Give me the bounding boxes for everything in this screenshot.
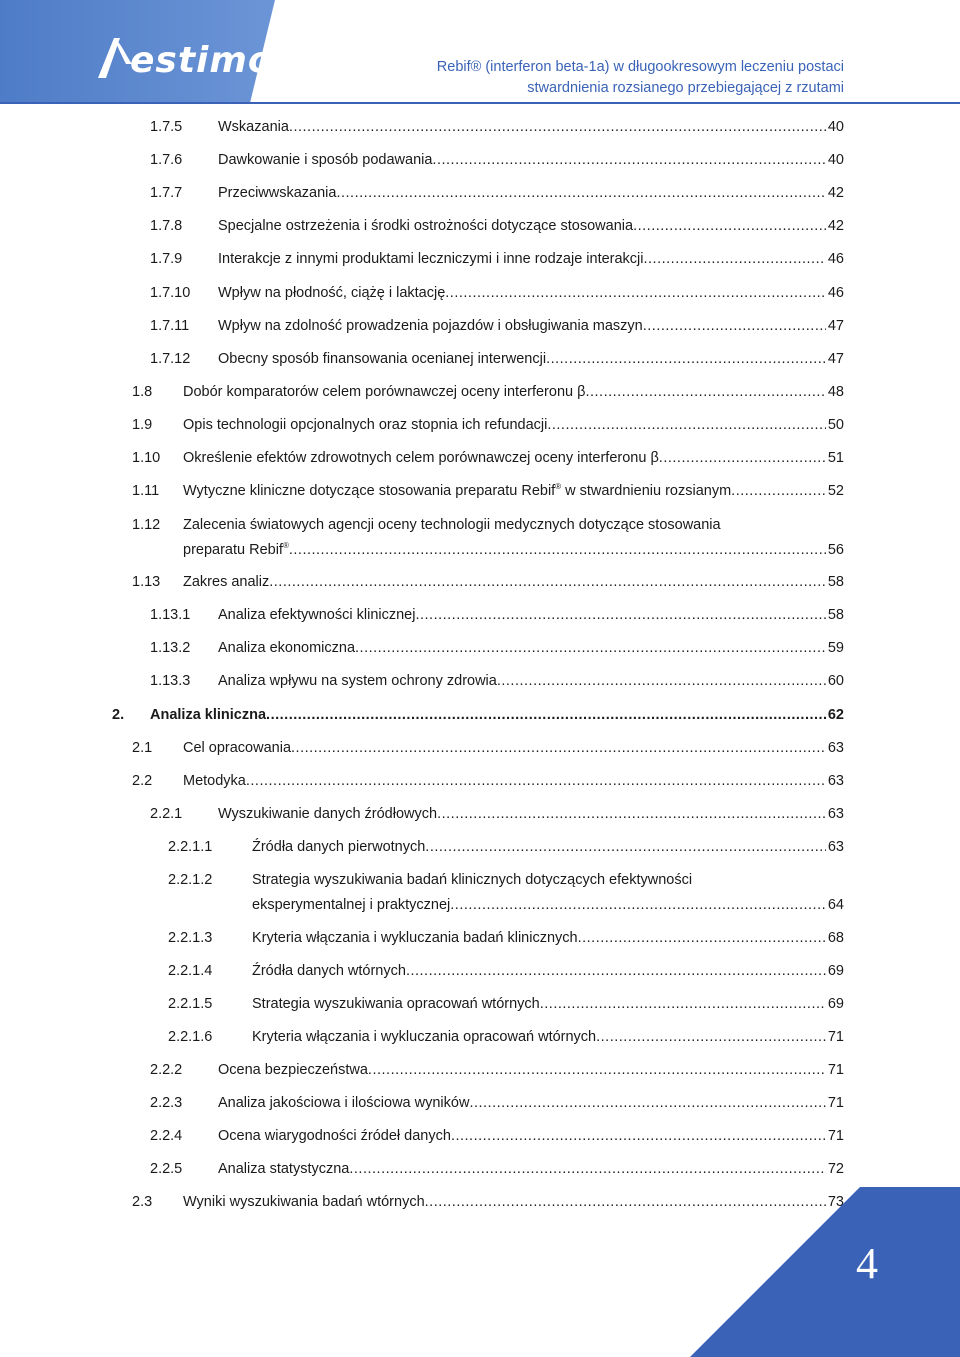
toc-entry-number: 1.13.1	[150, 607, 191, 623]
toc-entry-number: 1.7.11	[150, 318, 190, 334]
toc-entry-title: Analiza wpływu na system ochrony zdrowia	[218, 673, 497, 689]
toc-entry-page: 50	[827, 417, 844, 433]
toc-entry-page: 60	[827, 673, 844, 689]
toc-entry-number: 2.3	[132, 1194, 153, 1210]
toc-entry-title: Specjalne ostrzeżenia i środki ostrożności dotyczące stosowania	[218, 218, 634, 234]
toc-entry[interactable]	[0, 635, 960, 661]
toc-dot-leader	[266, 702, 826, 728]
toc-entry-number: 1.7.7	[150, 185, 183, 201]
toc-entry-number: 1.13	[132, 574, 161, 590]
toc-entry-page: 73	[827, 1194, 844, 1210]
toc-entry-page: 40	[827, 119, 844, 135]
toc-entry-number: 1.11	[132, 483, 160, 499]
toc-entry-number: 1.7.5	[150, 119, 183, 135]
toc-entry-title: Analiza kliniczna	[150, 707, 267, 723]
toc-entry-page: 72	[827, 1161, 844, 1177]
toc-entry-title-continued: eksperymentalnej i praktycznej	[252, 897, 451, 913]
toc-entry-number: 2.2.1.2	[168, 872, 213, 888]
toc-entry-number: 2.	[112, 707, 125, 723]
toc-entry-page: 58	[827, 574, 844, 590]
toc-entry-page: 51	[827, 450, 844, 466]
toc-entry-page: 63	[827, 806, 844, 822]
toc-entry[interactable]	[0, 412, 960, 438]
toc-dot-leader	[246, 768, 826, 794]
toc-entry-page: 47	[827, 318, 844, 334]
toc-entry-page: 63	[827, 740, 844, 756]
toc-entry[interactable]	[0, 246, 960, 272]
toc-dot-leader	[546, 346, 826, 372]
toc-entry-page: 71	[827, 1062, 844, 1078]
toc-entry-page: 42	[827, 218, 844, 234]
toc-dot-leader	[432, 147, 825, 173]
toc-entry-number: 2.1	[132, 740, 153, 756]
toc-dot-leader	[336, 180, 825, 206]
toc-dot-leader	[269, 569, 826, 595]
document-title-line-2: stwardnienia rozsianego przebiegającej z rzutami	[527, 80, 844, 96]
toc-entry[interactable]	[0, 569, 960, 595]
toc-entry-page: 64	[827, 897, 844, 913]
toc-entry[interactable]	[0, 1123, 960, 1149]
document-title	[437, 57, 844, 99]
toc-entry-title: Dobór komparatorów celem porównawczej oceny interferonu β	[183, 384, 586, 400]
toc-entry[interactable]	[0, 512, 960, 558]
toc-dot-leader	[659, 445, 826, 471]
toc-entry-number: 2.2.1.5	[168, 996, 213, 1012]
toc-entry-page: 71	[827, 1029, 844, 1045]
toc-dot-leader	[451, 1123, 826, 1149]
toc-entry-number: 1.13.3	[150, 673, 191, 689]
toc-entry-page: 56	[827, 542, 844, 558]
toc-dot-leader	[731, 478, 826, 504]
toc-entry-page: 68	[827, 930, 844, 946]
toc-entry-page: 71	[827, 1128, 844, 1144]
toc-entry-number: 1.7.10	[150, 285, 191, 301]
toc-entry-title: Strategia wyszukiwania opracowań wtórnych	[252, 996, 540, 1012]
toc-entry-page: 71	[827, 1095, 844, 1111]
toc-entry-title: Zalecenia światowych agencji oceny technologii medycznych dotyczące stosowania	[183, 517, 721, 533]
toc-entry-title: Opis technologii opcjonalnych oraz stopnia ich refundacji	[183, 417, 548, 433]
toc-entry[interactable]	[0, 668, 960, 694]
toc-entry[interactable]	[0, 313, 960, 339]
toc-dot-leader	[406, 958, 826, 984]
toc-entry-number: 1.8	[132, 384, 153, 400]
toc-entry-number: 2.2.5	[150, 1161, 183, 1177]
toc-dot-leader	[450, 892, 826, 918]
toc-entry[interactable]	[0, 958, 960, 984]
toc-entry-title: Wskazania	[218, 119, 289, 135]
toc-entry-title: Ocena bezpieczeństwa	[218, 1062, 368, 1078]
toc-entry[interactable]	[0, 602, 960, 628]
toc-entry-title: Źródła danych pierwotnych	[252, 839, 426, 855]
toc-entry[interactable]	[0, 801, 960, 827]
toc-dot-leader	[643, 313, 826, 339]
toc-dot-leader	[289, 114, 826, 140]
document-title-line-1: Rebif® (interferon beta-1a) w długookresowym leczeniu postaci	[436, 59, 844, 75]
toc-entry-number: 1.7.12	[150, 351, 191, 367]
toc-entry[interactable]	[0, 1090, 960, 1116]
toc-entry[interactable]	[0, 346, 960, 372]
toc-dot-leader	[633, 213, 826, 239]
toc-entry-title: Określenie efektów zdrowotnych celem porównawczej oceny interferonu β	[183, 450, 659, 466]
toc-entry[interactable]	[0, 147, 960, 173]
toc-dot-leader	[540, 991, 826, 1017]
toc-entry-title: Metodyka	[183, 773, 246, 789]
toc-entry[interactable]	[0, 834, 960, 860]
toc-dot-leader	[547, 412, 826, 438]
toc-dot-leader	[355, 635, 826, 661]
toc-entry-number: 1.7.6	[150, 152, 183, 168]
page-header	[0, 0, 960, 103]
toc-entry-title: Wytyczne kliniczne dotyczące stosowania preparatu Rebif® w stwardnieniu rozsianym	[183, 482, 732, 499]
toc-entry[interactable]	[0, 1057, 960, 1083]
toc-entry-number: 2.2.2	[150, 1062, 183, 1078]
toc-entry[interactable]	[0, 445, 960, 471]
toc-entry-page: 63	[827, 773, 844, 789]
toc-entry-number: 1.13.2	[150, 640, 191, 656]
toc-entry-page: 63	[827, 839, 844, 855]
toc-dot-leader	[585, 379, 825, 405]
toc-entry-title: Wyniki wyszukiwania badań wtórnych	[183, 1194, 425, 1210]
toc-dot-leader	[289, 537, 826, 563]
toc-entry-number: 1.9	[132, 417, 153, 433]
toc-entry[interactable]	[0, 735, 960, 761]
toc-entry-page: 59	[827, 640, 844, 656]
toc-entry-title: Interakcje z innymi produktami leczniczymi i inne rodzaje interakcji	[218, 251, 644, 267]
toc-entry-title: Wpływ na zdolność prowadzenia pojazdów i obsługiwania maszyn	[218, 318, 643, 334]
toc-entry[interactable]	[0, 702, 960, 728]
toc-entry-page: 62	[827, 707, 844, 723]
toc-entry-page: 40	[827, 152, 844, 168]
page-number: 4	[856, 1239, 878, 1288]
toc-entry-number: 1.12	[132, 517, 161, 533]
toc-entry[interactable]	[0, 991, 960, 1017]
header-divider	[0, 102, 960, 104]
toc-entry-number: 2.2.1	[150, 806, 183, 822]
toc-entry-number: 2.2.1.1	[168, 839, 213, 855]
toc-dot-leader	[445, 280, 826, 306]
logo-swoosh-icon	[96, 34, 136, 82]
toc-entry-title: Dawkowanie i sposób podawania	[218, 152, 433, 168]
toc-dot-leader	[368, 1057, 826, 1083]
toc-entry[interactable]	[0, 1024, 960, 1050]
toc-entry-title: Wpływ na płodność, ciążę i laktację	[218, 285, 446, 301]
toc-dot-leader	[415, 602, 825, 628]
toc-entry-number: 2.2.4	[150, 1128, 183, 1144]
toc-entry-number: 1.7.9	[150, 251, 183, 267]
toc-entry-page: 47	[827, 351, 844, 367]
toc-entry[interactable]	[0, 379, 960, 405]
toc-dot-leader	[469, 1090, 825, 1116]
toc-entry-title: Przeciwwskazania	[218, 185, 337, 201]
toc-entry[interactable]	[0, 114, 960, 140]
toc-entry-number: 2.2.1.6	[168, 1029, 213, 1045]
toc-entry-title: Analiza efektywności klinicznej	[218, 607, 416, 623]
toc-entry[interactable]	[0, 925, 960, 951]
toc-dot-leader	[437, 801, 826, 827]
toc-entry-title: Zakres analiz	[183, 574, 270, 590]
toc-dot-leader	[596, 1024, 826, 1050]
page-corner-decoration	[690, 1187, 960, 1357]
toc-entry-number: 2.2.3	[150, 1095, 183, 1111]
toc-dot-leader	[578, 925, 826, 951]
toc-dot-leader	[291, 735, 826, 761]
toc-dot-leader	[497, 668, 826, 694]
toc-entry[interactable]	[0, 180, 960, 206]
toc-dot-leader	[425, 834, 826, 860]
estimo-logo	[96, 38, 274, 84]
toc-entry-page: 48	[827, 384, 844, 400]
toc-entry-page: 46	[827, 251, 844, 267]
toc-entry[interactable]	[0, 213, 960, 239]
toc-entry-title: Kryteria włączania i wykluczania badań klinicznych	[252, 930, 578, 946]
toc-entry-page: 46	[827, 285, 844, 301]
toc-entry-title: Wyszukiwanie danych źródłowych	[218, 806, 438, 822]
toc-entry-number: 2.2.1.4	[168, 963, 213, 979]
toc-entry-number: 1.7.8	[150, 218, 183, 234]
toc-entry-title: Kryteria włączania i wykluczania opracowań wtórnych	[252, 1029, 597, 1045]
toc-entry-page: 58	[827, 607, 844, 623]
toc-entry-title: Ocena wiarygodności źródeł danych	[218, 1128, 451, 1144]
toc-entry-page: 69	[827, 963, 844, 979]
toc-entry[interactable]	[0, 867, 960, 913]
toc-entry-page: 42	[827, 185, 844, 201]
toc-entry-number: 2.2.1.3	[168, 930, 213, 946]
toc-entry-title: Źródła danych wtórnych	[252, 963, 406, 979]
toc-entry[interactable]	[0, 478, 960, 504]
toc-entry-number: 2.2	[132, 773, 153, 789]
toc-entry-title: Analiza ekonomiczna	[218, 640, 356, 656]
toc-entry-number: 1.10	[132, 450, 161, 466]
toc-entry-title: Obecny sposób finansowania ocenianej interwencji	[218, 351, 547, 367]
toc-entry[interactable]	[0, 1156, 960, 1182]
toc-entry-title: Strategia wyszukiwania badań klinicznych dotyczących efektywności	[252, 872, 693, 888]
toc-entry-title-continued: preparatu Rebif®	[183, 541, 289, 558]
toc-dot-leader	[644, 246, 826, 272]
toc-entry-title: Analiza statystyczna	[218, 1161, 350, 1177]
toc-entry-title: Analiza jakościowa i ilościowa wyników	[218, 1095, 470, 1111]
toc-entry-page: 69	[827, 996, 844, 1012]
toc-entry-title: Cel opracowania	[183, 740, 292, 756]
toc-entry[interactable]	[0, 280, 960, 306]
toc-entry[interactable]	[0, 768, 960, 794]
logo-wordmark: estimo	[130, 40, 274, 81]
toc-entry-page: 52	[827, 483, 844, 499]
toc-dot-leader	[349, 1156, 825, 1182]
